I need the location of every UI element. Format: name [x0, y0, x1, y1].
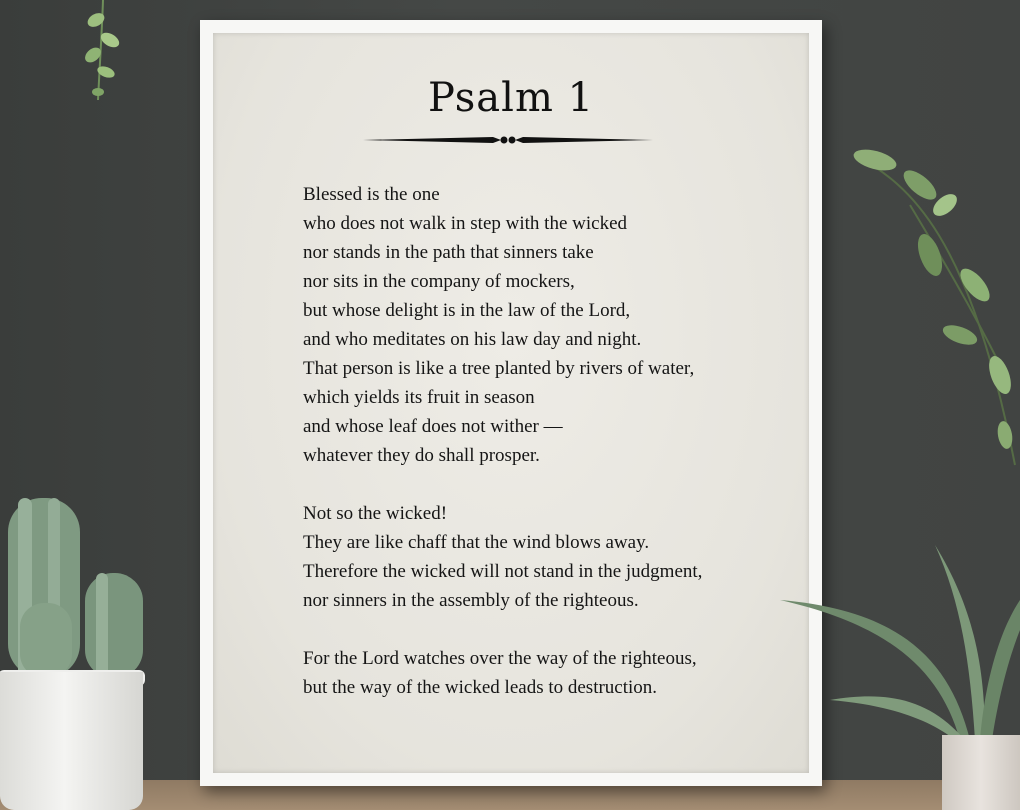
- verse-line: nor stands in the path that sinners take: [303, 242, 594, 263]
- verse-line: Therefore the wicked will not stand in the judgment,: [303, 561, 703, 582]
- stanza: [303, 499, 803, 615]
- verse-line: which yields its fruit in season: [303, 387, 535, 408]
- verse-line: and whose leaf does not wither —: [303, 416, 563, 437]
- verse-line: Not so the wicked!: [303, 503, 448, 524]
- verse-line: who does not walk in step with the wicked: [303, 213, 628, 234]
- verse-line: whatever they do shall prosper.: [303, 445, 540, 466]
- verse-line: Blessed is the one: [303, 184, 440, 205]
- stanza: [303, 644, 803, 702]
- verse-line: For the Lord watches over the way of the righteous,: [303, 648, 697, 669]
- verse-line: nor sits in the company of mockers,: [303, 271, 575, 292]
- verse-line: but whose delight is in the law of the Lord,: [303, 300, 631, 321]
- cactus-plant: [0, 488, 150, 683]
- cactus-pot: [0, 672, 143, 810]
- verse-line: and who meditates on his law day and night.: [303, 329, 642, 350]
- hanging-vine: [78, 0, 128, 110]
- verse-line: That person is like a tree planted by rivers of water,: [303, 358, 695, 379]
- poster-paper: [213, 33, 809, 773]
- psalm-text: [303, 180, 803, 731]
- agave-plant: [770, 540, 1020, 740]
- verse-line: nor sinners in the assembly of the righteous.: [303, 590, 639, 611]
- stanza: [303, 180, 803, 470]
- agave-pot: [942, 735, 1020, 810]
- leafy-plant: [850, 145, 1020, 475]
- verse-line: They are like chaff that the wind blows away.: [303, 532, 650, 553]
- verse-line: but the way of the wicked leads to destruction.: [303, 677, 658, 698]
- picture-frame: [200, 20, 822, 786]
- title-divider-ornament: [363, 133, 653, 147]
- poster-title: Psalm 1: [427, 75, 595, 121]
